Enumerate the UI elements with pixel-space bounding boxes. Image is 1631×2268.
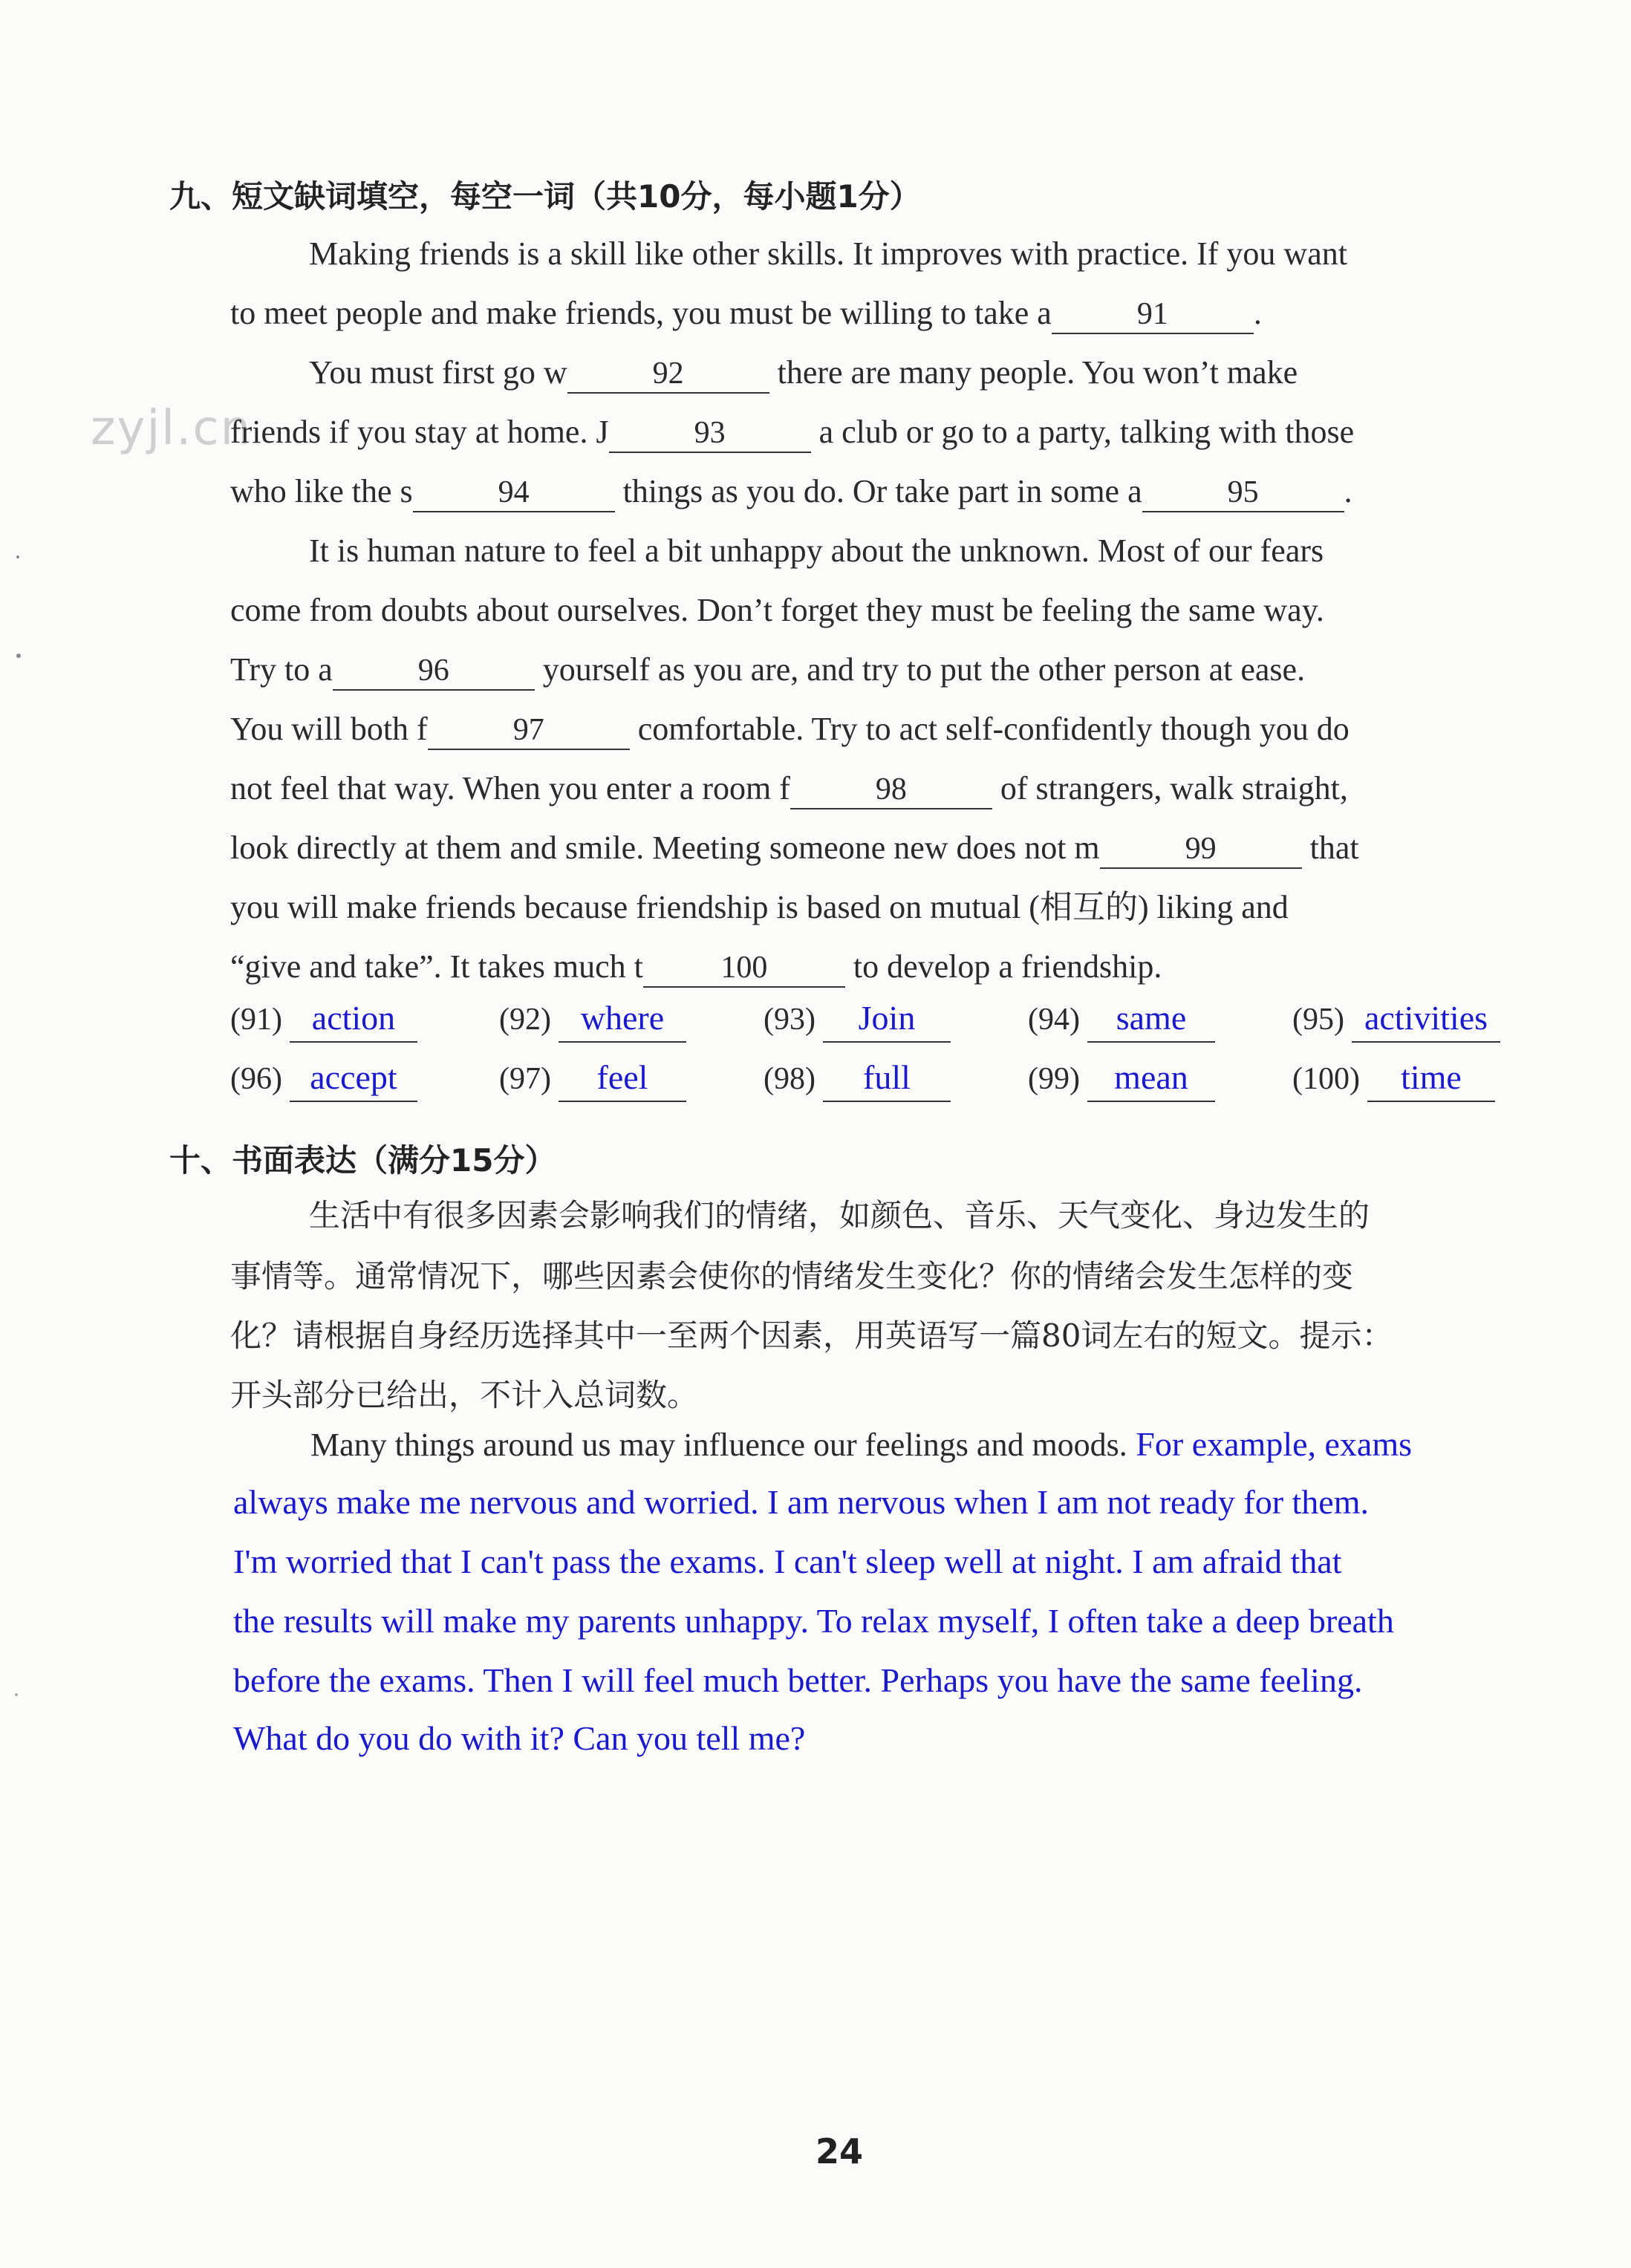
passage-text: there are many people. You won’t make — [769, 354, 1298, 391]
answer-item — [230, 998, 417, 1043]
passage-text: . — [1344, 473, 1352, 509]
passage-text: of strangers, walk straight, — [992, 770, 1348, 806]
blank-number: 99 — [1185, 832, 1217, 866]
handwritten-answer: activities — [1352, 998, 1500, 1043]
answer-label: (97) — [499, 1062, 551, 1096]
blank-92 — [567, 352, 769, 394]
blank-95 — [1142, 471, 1344, 512]
scan-speck — [16, 654, 21, 658]
blank-number: 95 — [1227, 475, 1259, 509]
blank-93 — [609, 411, 811, 453]
passage-line — [309, 232, 1347, 276]
page-number: 24 — [816, 2131, 864, 2171]
passage-text: come from doubts about ourselves. Don’t forget they must be feeling the same way. — [230, 592, 1324, 628]
blank-number: 97 — [512, 713, 544, 747]
passage-line — [230, 410, 1354, 454]
blank-number: 96 — [417, 654, 449, 688]
passage-line — [230, 766, 1348, 811]
answer-item — [499, 1058, 686, 1102]
answer-label: (98) — [764, 1062, 816, 1096]
prompt-line: 生活中有很多因素会影响我们的情绪，如颜色、音乐、天气变化、身边发生的 — [309, 1197, 1370, 1234]
essay-line: What do you do with it? Can you tell me? — [233, 1719, 806, 1757]
section-9-heading: 九、短文缺词填空，每空一词（共10分，每小题1分） — [169, 178, 921, 215]
passage-text: It is human nature to feel a bit unhappy about the unknown. Most of our fears — [309, 532, 1324, 569]
blank-100 — [643, 946, 845, 988]
handwritten-answer: Join — [823, 998, 951, 1043]
answer-item — [1028, 1058, 1215, 1102]
passage-text: Try to a — [230, 651, 333, 688]
passage-line — [230, 291, 1262, 336]
passage-text: look directly at them and smile. Meeting someone new does not m — [230, 830, 1100, 866]
passage-line — [230, 588, 1324, 633]
passage-line — [230, 469, 1352, 514]
watermark: zyjl.cn — [91, 401, 253, 456]
essay-line: I'm worried that I can't pass the exams. I can't sleep well at night. I am afraid that — [233, 1542, 1342, 1580]
blank-94 — [413, 471, 615, 512]
answer-label: (100) — [1292, 1062, 1360, 1096]
passage-text: a club or go to a party, talking with those — [810, 414, 1355, 450]
answer-item — [499, 998, 686, 1043]
answer-item — [764, 998, 951, 1043]
passage-line — [230, 648, 1305, 692]
blank-number: 93 — [694, 416, 726, 450]
passage-text: You must first go w — [309, 354, 567, 391]
passage-text: comfortable. Try to act self-confidently though you do — [629, 711, 1350, 747]
answer-item — [1292, 1058, 1495, 1102]
passage-text: yourself as you are, and try to put the other person at ease. — [534, 651, 1306, 688]
passage-line — [309, 351, 1298, 395]
handwritten-answer: accept — [290, 1058, 417, 1102]
blank-96 — [333, 649, 535, 691]
scan-speck — [16, 555, 19, 558]
answer-label: (93) — [764, 1003, 816, 1037]
passage-text: to meet people and make friends, you must be willing to take a — [230, 295, 1052, 331]
blank-number: 100 — [720, 951, 768, 985]
passage-text: “give and take”. It takes much t — [230, 948, 643, 985]
given-opening: Many things around us may influence our feelings and moods. — [310, 1427, 1127, 1463]
answer-label: (96) — [230, 1062, 282, 1096]
passage-text: you will make friends because friendship is based on mutual (相互的) liking and — [230, 889, 1289, 925]
scan-speck — [15, 1693, 18, 1696]
handwritten-answer: feel — [559, 1058, 686, 1102]
answer-item — [230, 1058, 417, 1102]
answer-label: (91) — [230, 1003, 282, 1037]
answer-label: (99) — [1028, 1062, 1080, 1096]
section-10-heading: 十、书面表达（满分15分） — [169, 1142, 556, 1179]
answer-item — [1292, 998, 1500, 1043]
blank-number: 91 — [1136, 297, 1168, 331]
handwritten-answer: time — [1367, 1058, 1495, 1102]
passage-text: that — [1301, 830, 1359, 866]
essay-line: the results will make my parents unhappy. To relax myself, I often take a deep breath — [233, 1602, 1394, 1640]
passage-text: not feel that way. When you enter a room f — [230, 770, 790, 806]
prompt-line: 事情等。通常情况下，哪些因素会使你的情绪发生变化？你的情绪会发生怎样的变 — [230, 1258, 1354, 1294]
answer-label: (92) — [499, 1003, 551, 1037]
passage-line — [230, 826, 1359, 870]
blank-98 — [790, 768, 992, 809]
essay-line: before the exams. Then I will feel much better. Perhaps you have the same feeling. — [233, 1661, 1363, 1699]
blank-number: 94 — [498, 475, 530, 509]
passage-text: friends if you stay at home. J — [230, 414, 609, 450]
handwritten-answer: action — [290, 998, 417, 1043]
answer-item — [764, 1058, 951, 1102]
blank-99 — [1100, 827, 1302, 869]
handwritten-answer: full — [823, 1058, 951, 1102]
passage-line — [230, 945, 1162, 989]
passage-line — [230, 707, 1350, 752]
passage-text: who like the s — [230, 473, 413, 509]
blank-97 — [428, 708, 630, 750]
essay-first-line — [310, 1424, 1412, 1464]
passage-text: things as you do. Or take part in some a — [614, 473, 1142, 509]
prompt-line: 开头部分已给出，不计入总词数。 — [230, 1377, 699, 1413]
blank-number: 92 — [652, 356, 684, 391]
handwritten-answer: mean — [1087, 1058, 1215, 1102]
passage-line — [230, 885, 1289, 930]
answer-item — [1028, 998, 1215, 1043]
prompt-line: 化？请根据自身经历选择其中一至两个因素，用英语写一篇80词左右的短文。提示： — [230, 1317, 1393, 1354]
answer-label: (95) — [1292, 1003, 1344, 1037]
essay-line: always make me nervous and worried. I am nervous when I am not ready for them. — [233, 1483, 1370, 1521]
passage-line — [309, 529, 1324, 573]
handwritten-essay-start: For example, exams — [1127, 1425, 1413, 1463]
passage-text: to develop a friendship. — [844, 948, 1162, 985]
passage-text: You will both f — [230, 711, 428, 747]
blank-91 — [1052, 293, 1254, 334]
blank-number: 98 — [875, 772, 907, 806]
passage-text: Making friends is a skill like other skills. It improves with practice. If you want — [309, 235, 1347, 272]
handwritten-answer: where — [559, 998, 686, 1043]
handwritten-answer: same — [1087, 998, 1215, 1043]
passage-text: . — [1253, 295, 1262, 331]
answer-label: (94) — [1028, 1003, 1080, 1037]
